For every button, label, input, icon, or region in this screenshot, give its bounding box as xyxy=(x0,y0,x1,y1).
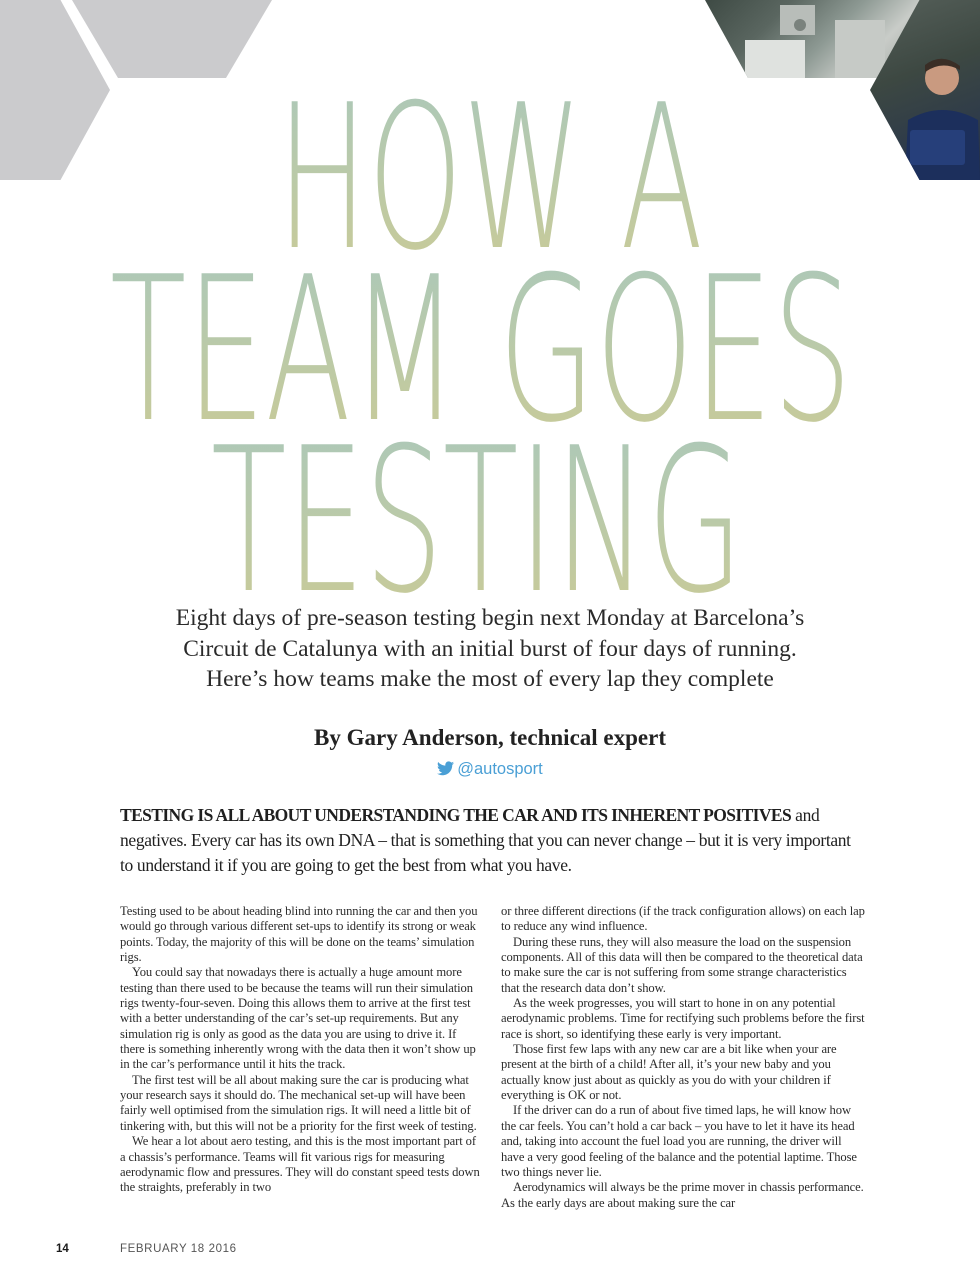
body-paragraph: During these runs, they will also measure the load on the suspension components. All of this data will then be compared to the theoretical data to make sure the car is not suffering from some strange characteristics that the research data don’t show. xyxy=(501,934,863,995)
standfirst-line-3: Here’s how teams make the most of every lap they complete xyxy=(206,666,774,692)
twitter-handle-text: @autosport xyxy=(457,760,543,778)
standfirst-line-2: Circuit de Catalunya with an initial burst of four days of running. xyxy=(183,635,797,662)
body-paragraph: We hear a lot about aero testing, and this is the most important part of a chassis’s performance. Teams will fit various rigs for measuring aerodynamic flow and pressures. They will do constant speed tests down the straights, preferably in two xyxy=(120,1134,480,1195)
body-paragraph: Aerodynamics will always be the prime mover in chassis performance. As the early days are about making sure the car xyxy=(501,1180,864,1210)
body-paragraph: The first test will be all about making sure the car is producing what your research says it should do. The mechanical set-up will have been fairly well optimised from the simulation rigs. It will need a little bit of tinkering with, but this will not be a priority for the first week of testing. xyxy=(120,1072,477,1133)
body-paragraph: Testing used to be about heading blind into running the car and then you would go through various different set-ups to identify its strong or weak points. Today, the majority of this will be done on the teams’ simulation rigs. xyxy=(120,904,478,965)
twitter-handle-link[interactable] xyxy=(0,760,980,781)
standfirst-line-1: Eight days of pre-season testing begin next Monday at Barcelona’s xyxy=(175,605,805,631)
headline-line-3: TESTING xyxy=(211,405,743,600)
body-column-left xyxy=(120,904,482,1196)
intro-rest: and negatives. Every car has its own DNA – that is something that you can never change – but it is very important to understand it if you are going to get the best from what you have. xyxy=(120,805,851,875)
headline-line-2: TEAM GOES xyxy=(110,234,852,467)
body-paragraph: If the driver can do a run of about five timed laps, he will know how the car feels. You can’t hold a car back – you have to let it have its head and, taking into account the fuel load you are running, the driver will have a very good feeling of the balance and the potential laptime. Those two things never lie. xyxy=(501,1103,857,1179)
page-number: 14 xyxy=(56,1243,69,1255)
body-paragraph: or three different directions (if the track configuration allows) on each lap to reduce any wind influence. xyxy=(501,904,865,934)
intro-paragraph xyxy=(120,803,865,878)
standfirst xyxy=(100,603,880,695)
issue-date: FEBRUARY 18 2016 xyxy=(120,1243,237,1255)
decorative-hexagon-top xyxy=(72,0,272,78)
body-paragraph: You could say that nowadays there is actually a huge amount more testing than there used to be because the teams will run their simulation rigs twenty-four-seven. Doing this allows them to arrive at the first test with a better understanding of the car’s set-up requirements. But any simulation rig is only as good as the data you are using to drive it. If there is something inherently wrong with the data then it won’t show up in the car’s performance until it hits the track. xyxy=(120,965,476,1072)
intro-lead: TESTING IS ALL ABOUT UNDERSTANDING THE CAR AND ITS INHERENT POSITIVES xyxy=(120,805,792,825)
twitter-bird-icon xyxy=(437,761,454,781)
body-paragraph: Those first few laps with any new car are a bit like when your are present at the birth of a child! After all, it’s your new baby and you actually know just about as quickly as you do with your children if everything is OK or not. xyxy=(501,1042,837,1103)
headline xyxy=(0,90,980,600)
headline-line-1: HOW A xyxy=(277,90,703,295)
body-paragraph: As the week progresses, you will start to hone in on any potential aerodynamic problems. Time for rectifying such problems before the first race is short, so identifying these early is very important. xyxy=(501,996,865,1041)
byline: By Gary Anderson, technical expert xyxy=(314,725,666,750)
body-column-right xyxy=(501,904,865,1211)
